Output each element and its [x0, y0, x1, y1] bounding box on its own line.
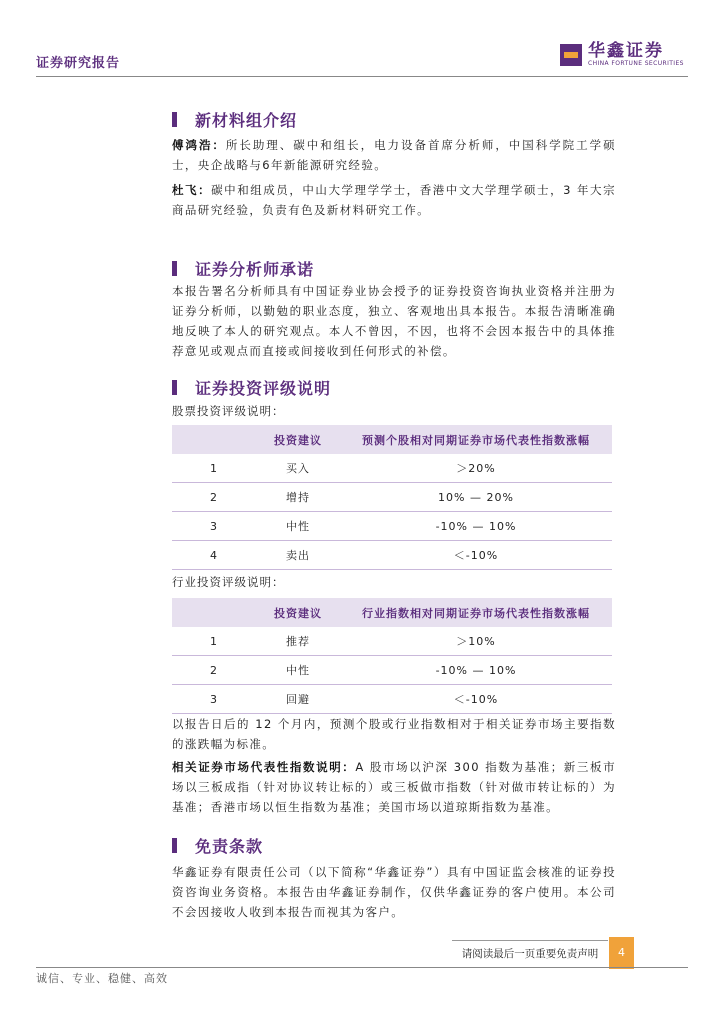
member-name: 杜飞： — [172, 183, 212, 197]
table-cell: 2 — [172, 483, 256, 512]
table-cell: 10% — 20% — [340, 483, 612, 512]
logo-mark-icon — [560, 44, 582, 66]
commitment-text: 本报告署名分析师具有中国证券业协会授予的证券投资咨询执业资格并注册为证券分析师，以勤勉的职业态度，独立、客观地出具本报告。本报告清晰准确地反映了本人的研究观点。本人不曾因，不因，也将不会因本报告中的具体推荐意见或观点而直接或间接收到任何形式的补偿。 — [172, 284, 616, 358]
table-header-row — [172, 598, 612, 627]
section-bar-icon — [172, 261, 177, 276]
table-row — [172, 483, 612, 512]
page-number: 4 — [609, 937, 634, 969]
team-member-2 — [172, 180, 616, 220]
industry-rating-label: 行业投资评级说明： — [172, 575, 285, 589]
table-row — [172, 656, 612, 685]
table-row — [172, 512, 612, 541]
table-cell: -10% — 10% — [340, 656, 612, 685]
logo-text-en: CHINA FORTUNE SECURITIES — [588, 60, 684, 67]
table-row — [172, 541, 612, 570]
table-row — [172, 627, 612, 656]
section-commitment-heading — [172, 257, 314, 280]
table-cell: ＞10% — [340, 627, 612, 656]
section-title: 证券分析师承诺 — [195, 260, 315, 279]
team-member-1 — [172, 135, 616, 175]
table-cell: 买入 — [256, 454, 340, 483]
rating-period-note: 以报告日后的 12 个月内，预测个股或行业指数相对于相关证券市场主要指数的涨跌幅为标准。 — [172, 717, 616, 751]
table-cell: ＜-10% — [340, 541, 612, 570]
section-bar-icon — [172, 838, 177, 853]
company-motto: 诚信、专业、稳健、高效 — [36, 972, 168, 985]
section-disclaimer-heading — [172, 834, 263, 857]
header-divider — [36, 76, 688, 77]
index-description — [172, 757, 616, 817]
section-bar-icon — [172, 380, 177, 395]
section-title: 新材料组介绍 — [195, 111, 298, 130]
table-cell: 4 — [172, 541, 256, 570]
table-header-cell: 预测个股相对同期证券市场代表性指数涨幅 — [340, 425, 612, 454]
table-row — [172, 454, 612, 483]
section-rating-heading — [172, 376, 331, 399]
table-cell: 1 — [172, 627, 256, 656]
industry-rating-table — [172, 598, 612, 714]
table-row — [172, 685, 612, 714]
stock-rating-table — [172, 425, 612, 570]
table-cell: 2 — [172, 656, 256, 685]
member-desc: 所长助理、碳中和组长，电力设备首席分析师，中国科学院工学硕士，央企战略与6年新能源研究经验。 — [172, 138, 616, 172]
table-cell: 3 — [172, 685, 256, 714]
table-cell: 增持 — [256, 483, 340, 512]
section-team-heading — [172, 108, 297, 131]
table-cell: ＜-10% — [340, 685, 612, 714]
table-header-cell: 投资建议 — [256, 598, 340, 627]
table-cell: 1 — [172, 454, 256, 483]
table-cell: 回避 — [256, 685, 340, 714]
member-name: 傅鸿浩： — [172, 138, 226, 152]
index-description-label: 相关证券市场代表性指数说明： — [172, 760, 356, 774]
table-header-cell — [172, 425, 256, 454]
report-type-title: 证券研究报告 — [36, 56, 121, 71]
table-cell: ＞20% — [340, 454, 612, 483]
section-bar-icon — [172, 112, 177, 127]
stock-rating-label: 股票投资评级说明： — [172, 404, 285, 418]
member-desc: 碳中和组成员，中山大学理学学士，香港中文大学理学硕士，3 年大宗商品研究经验，负责有色及新材料研究工作。 — [172, 183, 616, 217]
logo-text-cn: 华鑫证券 — [588, 41, 664, 61]
table-header-cell: 行业指数相对同期证券市场代表性指数涨幅 — [340, 598, 612, 627]
table-cell: 3 — [172, 512, 256, 541]
table-cell: -10% — 10% — [340, 512, 612, 541]
table-header-row — [172, 425, 612, 454]
disclaimer-notice: 请阅读最后一页重要免责声明 — [452, 940, 608, 968]
table-cell: 推荐 — [256, 627, 340, 656]
company-logo — [560, 42, 684, 67]
table-header-cell — [172, 598, 256, 627]
index-description-text: A 股市场以沪深 300 指数为基准；新三板市场以三板成指（针对协议转让标的）或三板做市指数（针对做市转让标的）为基准；香港市场以恒生指数为基准；美国市场以道琼斯指数为基准。 — [172, 760, 616, 814]
table-cell: 中性 — [256, 512, 340, 541]
table-cell: 中性 — [256, 656, 340, 685]
table-header-cell: 投资建议 — [256, 425, 340, 454]
disclaimer-text: 华鑫证券有限责任公司（以下简称“华鑫证券”）具有中国证监会核准的证券投资咨询业务资格。本报告由华鑫证券制作，仅供华鑫证券的客户使用。本公司不会因接收人收到本报告而视其为客户。 — [172, 865, 616, 919]
section-title: 证券投资评级说明 — [195, 379, 332, 398]
section-title: 免责条款 — [195, 837, 264, 856]
footer-divider — [36, 967, 688, 968]
table-cell: 卖出 — [256, 541, 340, 570]
